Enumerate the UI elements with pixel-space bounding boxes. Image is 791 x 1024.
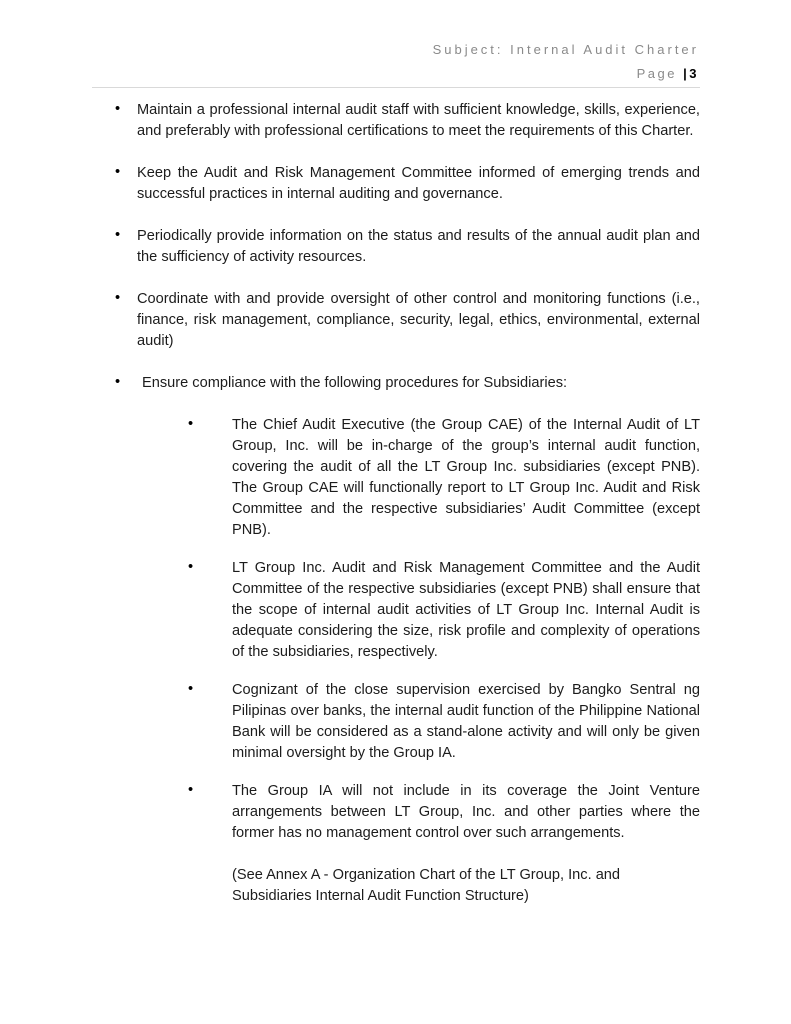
list-item [188,558,700,663]
list-item-text: Coordinate with and provide oversight of other control and monitoring functions (i.e., finance, risk management, compliance, security, legal, ethics, environmental, external audit) [137,291,700,349]
list-item [188,415,700,541]
list-item [188,680,700,764]
header-subject: Subject: Internal Audit Charter [432,42,699,57]
list-item-text: Maintain a professional internal audit staff with sufficient knowledge, skills, experience, and preferably with professional certifications to meet the requirements of this Charter. [137,102,700,139]
bullet-icon: • [188,681,194,697]
bullet-icon: • [115,101,121,117]
list-item [115,373,700,394]
list-item [188,781,700,844]
bullet-icon: • [115,290,121,306]
bullet-icon: • [115,374,121,390]
list-item-text: Cognizant of the close supervision exercised by Bangko Sentral ng Pilipinas over banks, the internal audit function of the Philippine National Bank will be considered as a stand-alone activity and will only be given minimal oversight by the Group IA. [232,682,700,761]
list-item [115,289,700,352]
list-item-text: The Group IA will not include in its coverage the Joint Venture arrangements between LT Group, Inc. and other parties where the former has no management control over such arrangements. [232,783,700,841]
page-label: Page [636,66,677,81]
list-item-text: Ensure compliance with the following procedures for Subsidiaries: [142,375,568,391]
list-item [115,163,700,205]
bullet-icon: • [188,416,194,432]
list-item-text: Periodically provide information on the status and results of the annual audit plan and the sufficiency of activity resources. [137,228,700,265]
page-number: 3 [689,66,699,81]
annex-note: (See Annex A - Organization Chart of the LT Group, Inc. and Subsidiaries Internal Audit Function Structure) [232,867,621,904]
bullet-icon: • [115,227,121,243]
list-item-text: The Chief Audit Executive (the Group CAE) of the Internal Audit of LT Group, Inc. will be in-charge of the group’s internal audit function, covering the audit of all the LT Group Inc. subsidiaries (except PNB). The Group CAE will functionally report to LT Group Inc. Audit and Risk Committee and the respective subsidiaries’ Audit Committee (except PNB). [232,417,700,538]
list-item-text: Keep the Audit and Risk Management Committee informed of emerging trends and successful practices in internal auditing and governance. [137,165,700,202]
top-level-bullet-list [115,100,700,394]
list-item-text: LT Group Inc. Audit and Risk Management Committee and the Audit Committee of the respective subsidiaries (except PNB) shall ensure that the scope of internal audit activities of LT Group Inc. Internal Audit is adequate considering the size, risk profile and complexity of operations of the subsidiaries, respectively. [232,560,700,660]
bullet-icon: • [115,164,121,180]
bullet-icon: • [188,559,194,575]
bullet-icon: • [188,782,194,798]
header-page-indicator [0,66,699,82]
list-item [115,226,700,268]
page-separator: | [683,66,690,81]
nested-bullet-list [115,415,700,844]
list-item [115,100,700,142]
document-header [0,0,791,82]
document-body [0,88,791,907]
